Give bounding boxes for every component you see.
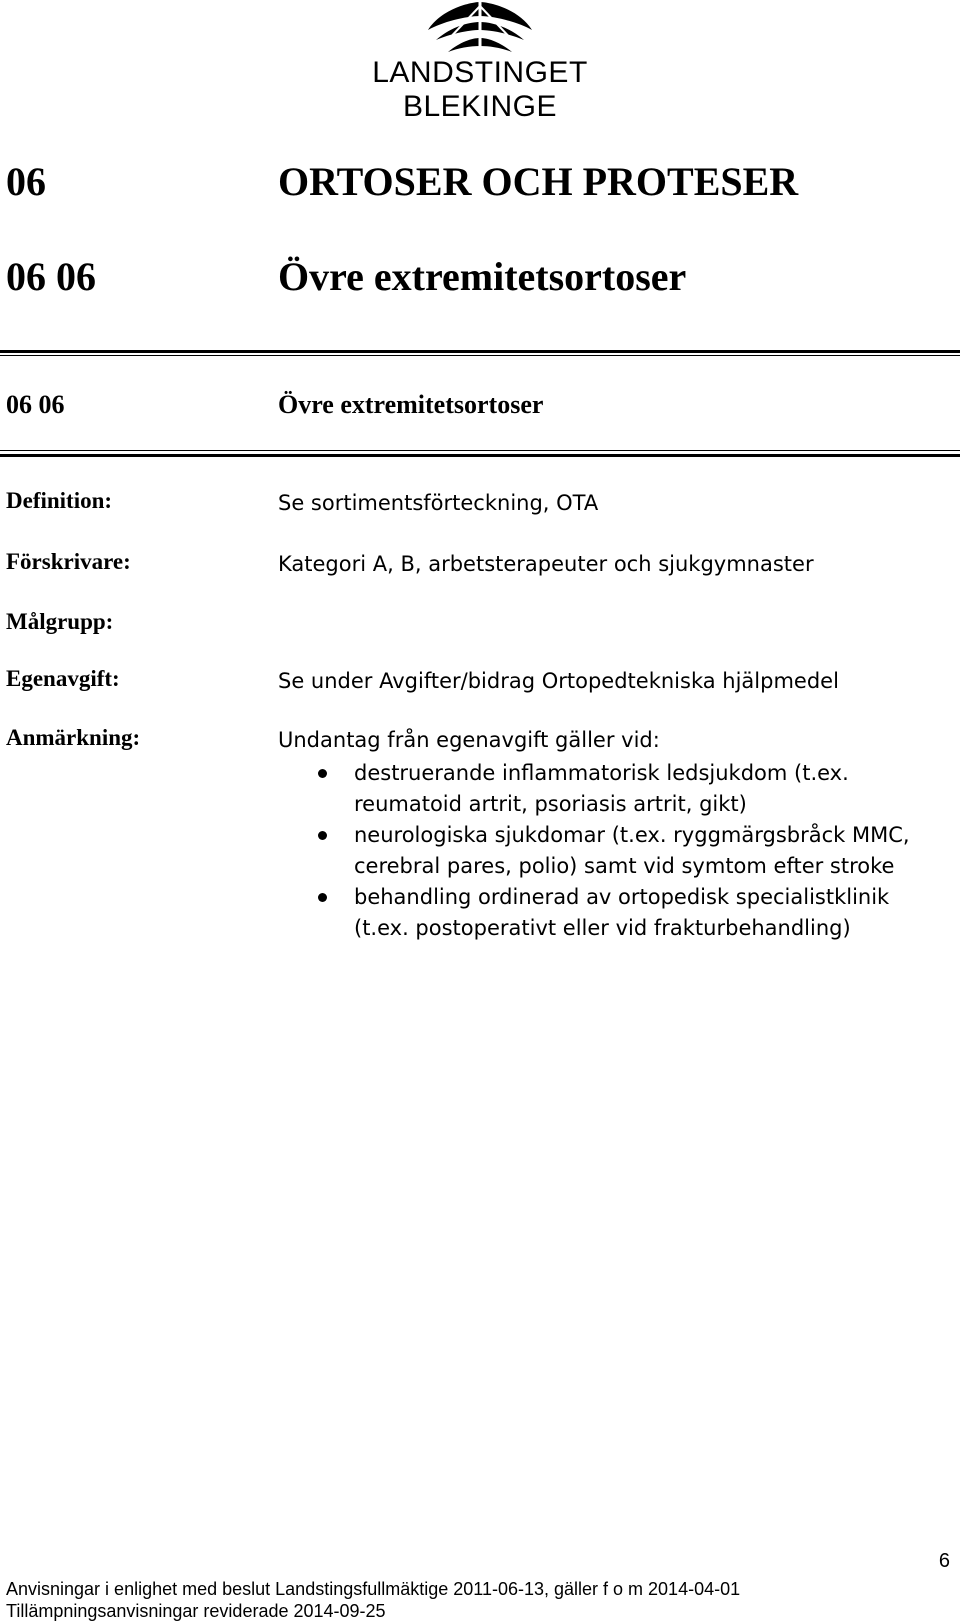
list-item-text: neurologiska sjukdomar (t.ex. ryggmärgsbråck MMC, cerebral pares, polio) samt vid symtom efter stroke	[354, 823, 910, 878]
egenavgift-value: Se under Avgifter/bidrag Ortopedtekniska hjälpmedel	[278, 669, 839, 693]
forskrivare-label: Förskrivare:	[6, 549, 131, 574]
definition-value: Se sortimentsförteckning, OTA	[278, 491, 599, 515]
egenavgift-label: Egenavgift:	[6, 666, 120, 691]
footer-line-2: Tillämpningsanvisningar reviderade 2014-09-25	[6, 1601, 386, 1621]
list-item-text: behandling ordinerad av ortopedisk specialistklinik (t.ex. postoperativt eller vid frakturbehandling)	[354, 885, 890, 940]
page-number: 6	[938, 1550, 950, 1572]
bullet-icon	[318, 769, 327, 778]
bullet-icon	[318, 893, 327, 902]
logo-emblem-icon	[422, 0, 538, 58]
subchapter-code: 06 06	[6, 254, 96, 299]
footer-line-1: Anvisningar i enlighet med beslut Landstingsfullmäktige 2011-06-13, gäller f o m 2014-04-01	[6, 1579, 741, 1599]
anmarkning-label: Anmärkning:	[6, 725, 141, 750]
list-item	[310, 882, 950, 944]
chapter-title: ORTOSER OCH PROTESER	[278, 159, 799, 204]
list-item-text: destruerande inflammatorisk ledsjukdom (t.ex. reumatoid artrit, psoriasis artrit, gikt)	[354, 761, 849, 816]
forskrivare-value: Kategori A, B, arbetsterapeuter och sjukgymnaster	[278, 552, 814, 576]
chapter-code: 06	[6, 159, 46, 204]
malgrupp-label: Målgrupp:	[6, 609, 114, 634]
subchapter-title: Övre extremitetsortoser	[278, 254, 687, 299]
list-item	[310, 758, 950, 820]
section-code: 06 06	[6, 390, 65, 419]
logo	[300, 0, 660, 123]
logo-text: LANDSTINGET BLEKINGE	[372, 56, 588, 123]
list-item	[310, 820, 950, 882]
exemption-list	[310, 758, 950, 944]
anmarkning-intro: Undantag från egenavgift gäller vid:	[278, 728, 660, 752]
definition-label: Definition:	[6, 488, 113, 513]
section-title: Övre extremitetsortoser	[278, 390, 544, 419]
bullet-icon	[318, 831, 327, 840]
